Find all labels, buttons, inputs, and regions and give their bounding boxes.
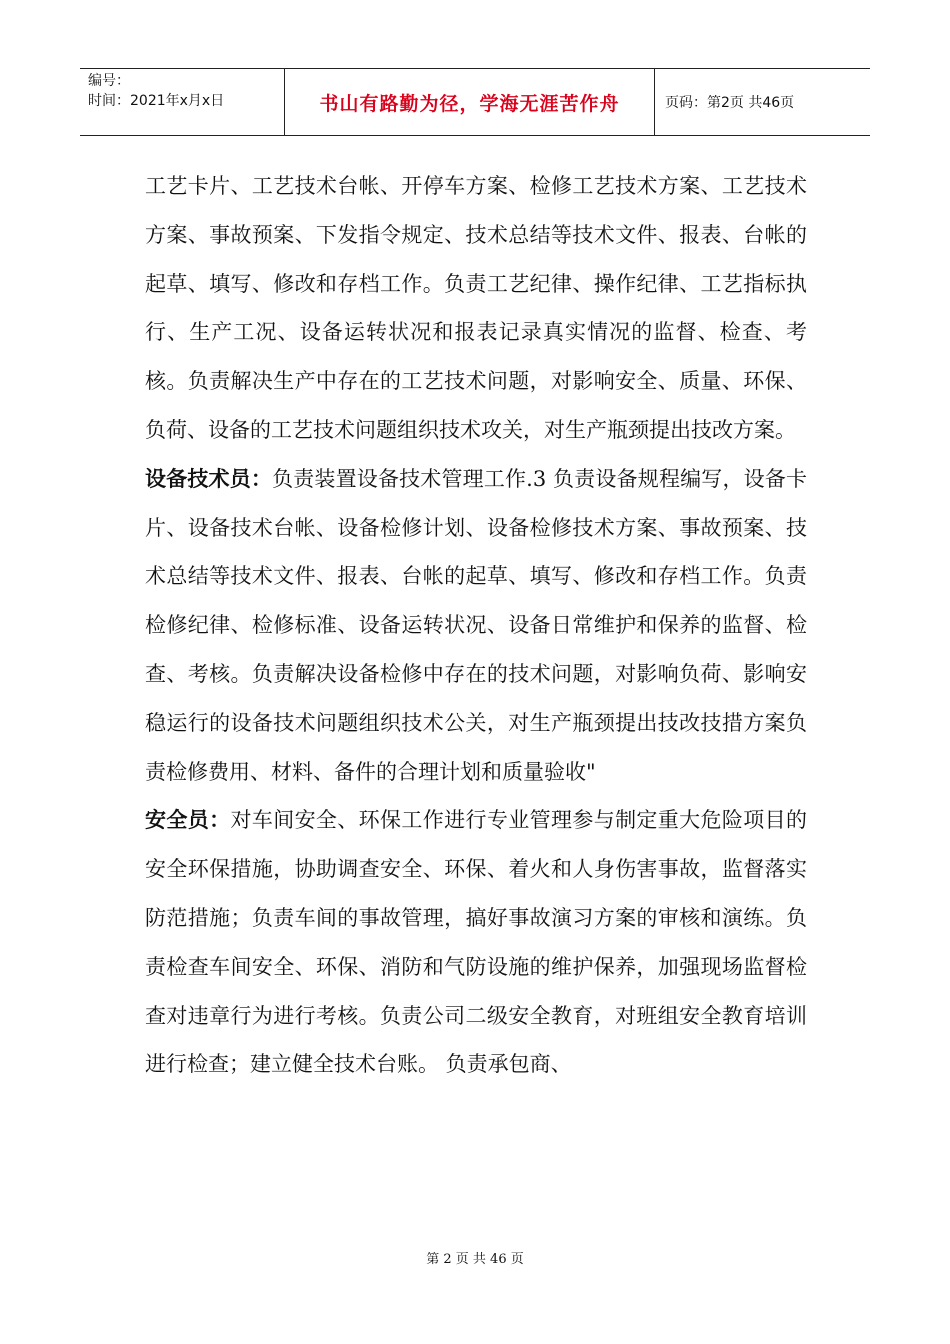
document-body <box>145 162 807 1089</box>
document-time-label: 时间：2021年x月x日 <box>88 93 225 109</box>
safety-officer-label: 安全员： <box>145 807 231 833</box>
paragraph-process-duties: 工艺卡片、工艺技术台帐、开停车方案、检修工艺技术方案、工艺技术方案、事故预案、下发指令规定、技术总结等技术文件、报表、台帐的起草、填写、修改和存档工作。负责工艺纪律、操作纪律、工艺指标执行、生产工况、设备运转状况和报表记录真实情况的监督、检查、考核。负责解决生产中存在的工艺技术问题，对影响安全、质量、环保、负荷、设备的工艺技术问题组织技术攻关，对生产瓶颈提出技改方案。 <box>145 174 807 442</box>
header-meta <box>80 69 285 135</box>
page-footer: 第 2 页 共 46 页 <box>426 1252 524 1267</box>
equipment-technician-text: 负责装置设备技术管理工作.3 负责设备规程编写，设备卡片、设备技术台帐、设备检修计划、设备检修技术方案、事故预案、技术总结等技术文件、报表、台帐的起草、填写、修改和存档工作。负责检修纪律、检修标准、设备运转状况、设备日常维护和保养的监督、检查、考核。负责解决设备检修中存在的技术问题，对影响负荷、影响安稳运行的设备技术问题组织技术公关，对生产瓶颈提出技改技措方案负责检修费用、材料、备件的合理计划和质量验收" <box>145 466 807 784</box>
header-motto: 书山有路勤为径，学海无涯苦作舟 <box>285 69 655 135</box>
paragraph-safety-officer <box>145 796 807 1089</box>
header-page-info: 页码：第2页 共46页 <box>665 95 795 111</box>
paragraph-equipment-technician <box>145 455 807 797</box>
equipment-technician-label: 设备技术员： <box>145 465 273 491</box>
document-number-label: 编号： <box>88 73 130 89</box>
page-header <box>80 68 870 136</box>
safety-officer-text: 对车间安全、环保工作进行专业管理参与制定重大危险项目的安全环保措施，协助调查安全、环保、着火和人身伤害事故，监督落实防范措施；负责车间的事故管理，搞好事故演习方案的审核和演练。负责检查车间安全、环保、消防和气防设施的维护保养，加强现场监督检查对违章行为进行考核。负责公司二级安全教育，对班组安全教育培训进行检查；建立健全技术台账。 负责承包商、 <box>145 808 807 1077</box>
